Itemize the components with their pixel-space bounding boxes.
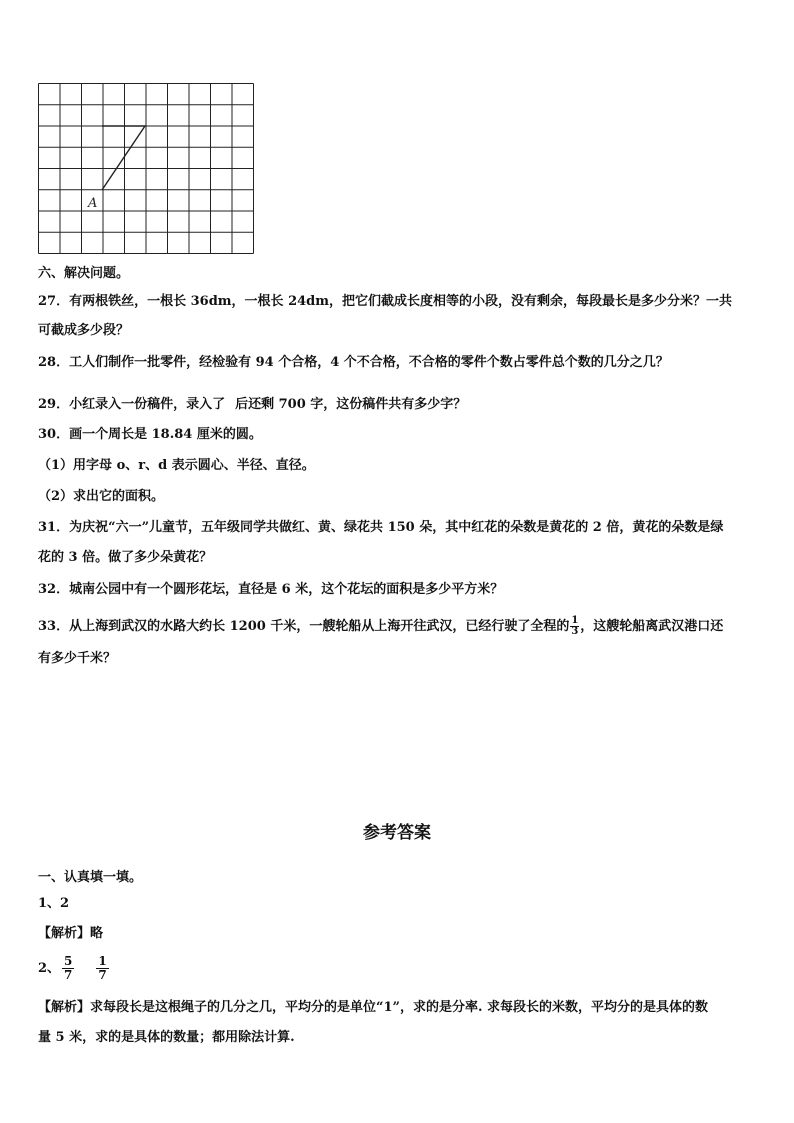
question-33-part2: ，这艘轮船离武汉港口还 xyxy=(580,619,724,634)
fraction-one-third: $\frac{1}{3}$ xyxy=(571,615,579,637)
answer-2-analysis-line1: 【解析】求每段长是这根绳子的几分之几，平均分的是单位“1”，求的是分率. 求每段长的米数，平均分的是具体的数 xyxy=(38,1000,709,1015)
question-29 xyxy=(38,395,466,415)
question-31-line2: 花的 3 倍。做了多少朵黄花？ xyxy=(38,550,213,565)
grid-figure xyxy=(38,83,255,254)
segment-figure xyxy=(102,126,145,190)
question-33-line1 xyxy=(38,616,723,637)
question-28: 28．工人们制作一批零件，经检验有 94 个合格，4 个不合格，不合格的零件个数占零件总个数的几分之几？ xyxy=(38,355,669,370)
question-33-part1: 33．从上海到武汉的水路大约长 1200 千米，一艘轮船从上海开往武汉，已经行驶了全程的 xyxy=(38,619,570,634)
answers-section1-heading: 一、认真填一填。 xyxy=(38,870,143,885)
question-32: 32．城南公园中有一个圆形花坛，直径是 6 米，这个花坛的面积是多少平方米？ xyxy=(38,582,504,597)
answer-1: 1、2 xyxy=(38,896,70,911)
fraction-one-seventh: $\frac{1}{7}$ xyxy=(98,954,107,982)
grid-lines xyxy=(39,84,254,254)
answer-2-prefix: 2、 xyxy=(38,961,61,976)
question-29-part1: 29．小红录入一份稿件，录入了 xyxy=(38,397,226,412)
answer-1-analysis: 【解析】略 xyxy=(38,926,104,941)
answer-2-analysis-line2: 量 5 米，求的是具体的数量；都用除法计算. xyxy=(38,1030,295,1045)
question-30: 30．画一个周长是 18.84 厘米的圆。 xyxy=(38,427,262,442)
question-31-line1: 31．为庆祝“六一”儿童节，五年级同学共做红、黄、绿花共 150 朵，其中红花的朵数是黄花的 2 倍，黄花的朵数是绿 xyxy=(38,520,724,535)
fraction-five-sevenths: $\frac{5}{7}$ xyxy=(64,954,73,982)
question-27-line2: 可截成多少段？ xyxy=(38,323,130,338)
answer-2 xyxy=(38,954,111,984)
point-label-a: A xyxy=(88,196,98,211)
question-29-part2: 后还剩 700 字，这份稿件共有多少字？ xyxy=(235,397,467,412)
answers-title: 参考答案 xyxy=(363,823,431,843)
question-30-part2: （2）求出它的面积。 xyxy=(38,489,165,504)
question-30-part1: （1）用字母 o、r、d 表示圆心、半径、直径。 xyxy=(38,458,315,473)
section-heading: 六、解决问题。 xyxy=(38,266,130,281)
question-27-line1: 27．有两根铁丝，一根长 36dm，一根长 24dm，把它们截成长度相等的小段，没有剩余，每段最长是多少分米？一共 xyxy=(38,294,733,309)
question-33-line2: 有多少千米？ xyxy=(38,651,117,666)
